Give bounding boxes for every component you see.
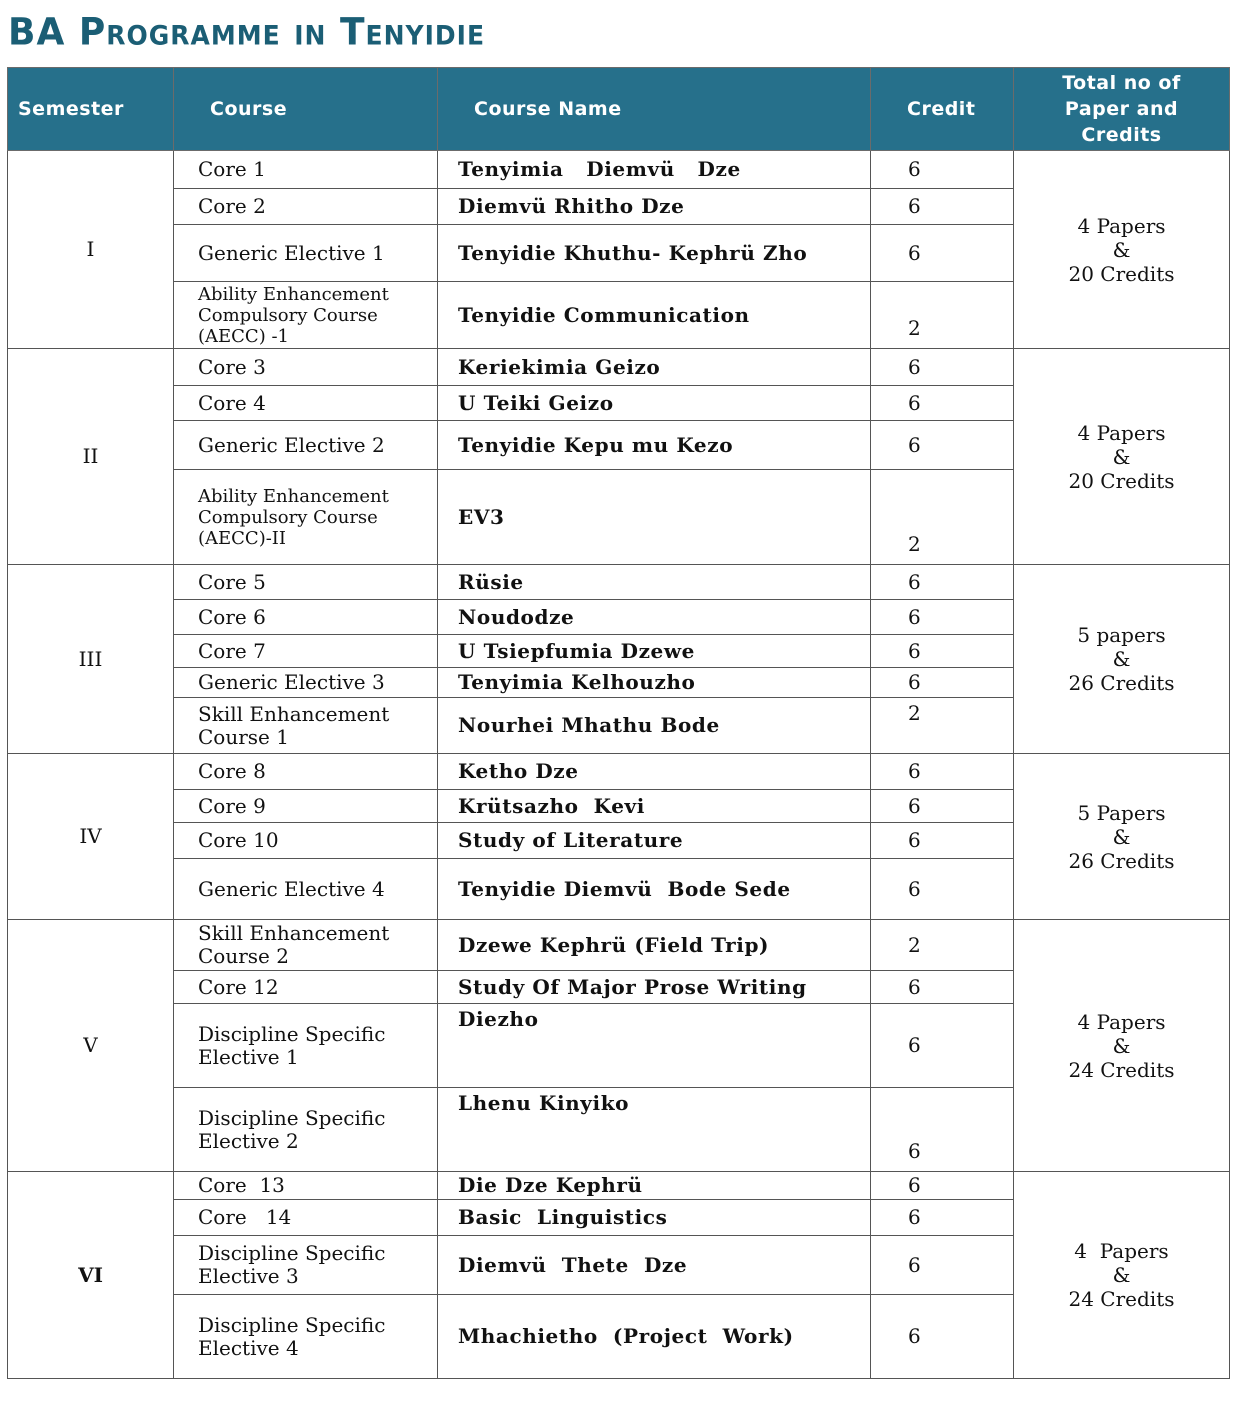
total-line: & xyxy=(1112,647,1131,671)
course-cell: Core 12 xyxy=(174,971,438,1004)
header-row xyxy=(8,68,1230,151)
credit-cell: 6 xyxy=(871,189,1014,225)
course-cell: Core 4 xyxy=(174,386,438,421)
header-total: Total no of Paper and Credits xyxy=(1014,68,1230,151)
course-cell: Core 3 xyxy=(174,349,438,386)
credit-cell: 6 xyxy=(871,790,1014,823)
credit-cell: 6 xyxy=(871,421,1014,470)
course-cell: Core 8 xyxy=(174,754,438,790)
course-name-cell: Tenyidie Communication xyxy=(438,282,871,349)
semester-cell: II xyxy=(8,349,174,565)
credit-cell: 6 xyxy=(871,386,1014,421)
course-name-cell: Tenyidie Khuthu- Kephrü Zho xyxy=(438,225,871,282)
course-cell: Generic Elective 2 xyxy=(174,421,438,470)
course-name-cell: U Teiki Geizo xyxy=(438,386,871,421)
credit-cell: 2 xyxy=(871,282,1014,349)
semester-cell: III xyxy=(8,565,174,754)
table-row xyxy=(8,151,1230,189)
header-course: Course xyxy=(174,68,438,151)
total-line: 4 Papers xyxy=(1077,213,1166,238)
credit-cell: 6 xyxy=(871,1172,1014,1200)
credit-cell: 6 xyxy=(871,635,1014,668)
total-cell xyxy=(1014,1172,1230,1379)
total-cell xyxy=(1014,754,1230,920)
course-name-cell: Dzewe Kephrü (Field Trip) xyxy=(438,920,871,971)
course-name-cell: Krütsazho Kevi xyxy=(438,790,871,823)
total-line: & xyxy=(1112,824,1131,849)
table-row xyxy=(8,1172,1230,1200)
table-row xyxy=(8,920,1230,971)
total-line: 24 Credits xyxy=(1068,1057,1175,1082)
programme-table xyxy=(7,67,1230,1379)
total-line: 20 Credits xyxy=(1068,468,1175,493)
course-cell: Skill Enhancement Course 1 xyxy=(174,698,438,754)
course-name-cell: Diemvü Rhitho Dze xyxy=(438,189,871,225)
total-line: 4 Papers xyxy=(1074,1239,1169,1263)
total-line: 4 Papers xyxy=(1077,1009,1166,1034)
course-name-cell: Diezho xyxy=(438,1004,871,1088)
course-cell: Ability Enhancement Compulsory Course (AECC)-II xyxy=(174,470,438,565)
table-row xyxy=(8,565,1230,600)
credit-cell: 6 xyxy=(871,1295,1014,1379)
course-cell: Core 1 xyxy=(174,151,438,189)
total-line: 5 Papers xyxy=(1077,800,1166,825)
course-name-cell: Keriekimia Geizo xyxy=(438,349,871,386)
course-name-cell: U Tsiepfumia Dzewe xyxy=(438,635,871,668)
total-line: 20 Credits xyxy=(1068,261,1175,286)
semester-cell: I xyxy=(8,151,174,349)
course-name-cell: Basic Linguistics xyxy=(438,1200,871,1236)
course-cell: Discipline Specific Elective 3 xyxy=(174,1236,438,1295)
course-name-cell: Study of Literature xyxy=(438,823,871,859)
header-credit: Credit xyxy=(871,68,1014,151)
credit-cell: 6 xyxy=(871,600,1014,635)
total-cell xyxy=(1014,349,1230,565)
course-cell: Core 13 xyxy=(174,1172,438,1200)
total-cell xyxy=(1014,151,1230,349)
course-name-cell: Die Dze Kephrü xyxy=(438,1172,871,1200)
course-cell: Core 2 xyxy=(174,189,438,225)
course-cell: Discipline Specific Elective 4 xyxy=(174,1295,438,1379)
semester-cell: V xyxy=(8,920,174,1172)
course-name-cell: Lhenu Kinyiko xyxy=(438,1088,871,1172)
credit-cell: 2 xyxy=(871,920,1014,971)
page-title: BA Programme in Tenyidie xyxy=(8,10,486,55)
total-line: & xyxy=(1112,1033,1131,1058)
header-course-name: Course Name xyxy=(438,68,871,151)
credit-cell: 6 xyxy=(871,349,1014,386)
course-name-cell: Diemvü Thete Dze xyxy=(438,1236,871,1295)
credit-cell: 6 xyxy=(871,565,1014,600)
course-name-cell: Mhachietho (Project Work) xyxy=(438,1295,871,1379)
semester-cell: IV xyxy=(8,754,174,920)
credit-cell: 6 xyxy=(871,151,1014,189)
course-cell: Core 5 xyxy=(174,565,438,600)
course-name-cell: Study Of Major Prose Writing xyxy=(438,971,871,1004)
course-cell: Generic Elective 3 xyxy=(174,668,438,698)
credit-cell: 6 xyxy=(871,1236,1014,1295)
semester-cell: VI xyxy=(8,1172,174,1379)
course-cell: Core 14 xyxy=(174,1200,438,1236)
course-cell: Ability Enhancement Compulsory Course (AECC) -1 xyxy=(174,282,438,349)
credit-cell: 2 xyxy=(871,470,1014,565)
course-name-cell: Rüsie xyxy=(438,565,871,600)
credit-cell: 6 xyxy=(871,225,1014,282)
course-cell: Discipline Specific Elective 1 xyxy=(174,1004,438,1088)
course-name-cell: Tenyidie Diemvü Bode Sede xyxy=(438,859,871,920)
course-name-cell: EV3 xyxy=(438,470,871,565)
total-line: & xyxy=(1112,1263,1131,1287)
credit-cell: 6 xyxy=(871,668,1014,698)
course-name-cell: Ketho Dze xyxy=(438,754,871,790)
total-cell xyxy=(1014,565,1230,754)
header-semester: Semester xyxy=(8,68,174,151)
total-line: 5 papers xyxy=(1077,623,1166,647)
total-line: & xyxy=(1112,237,1131,262)
credit-cell: 6 xyxy=(871,1200,1014,1236)
course-name-cell: Tenyimia Kelhouzho xyxy=(438,668,871,698)
credit-cell: 2 xyxy=(871,698,1014,754)
course-cell: Core 7 xyxy=(174,635,438,668)
total-line: 24 Credits xyxy=(1068,1287,1175,1311)
credit-cell: 6 xyxy=(871,1088,1014,1172)
course-cell: Skill Enhancement Course 2 xyxy=(174,920,438,971)
credit-cell: 6 xyxy=(871,859,1014,920)
course-name-cell: Tenyimia Diemvü Dze xyxy=(438,151,871,189)
credit-cell: 6 xyxy=(871,971,1014,1004)
table-row xyxy=(8,349,1230,386)
credit-cell: 6 xyxy=(871,1004,1014,1088)
credit-cell: 6 xyxy=(871,754,1014,790)
table-row xyxy=(8,754,1230,790)
total-line: & xyxy=(1112,444,1131,469)
course-cell: Core 6 xyxy=(174,600,438,635)
course-cell: Generic Elective 4 xyxy=(174,859,438,920)
total-line: 4 Papers xyxy=(1077,420,1166,445)
total-line: 26 Credits xyxy=(1068,848,1175,873)
course-cell: Generic Elective 1 xyxy=(174,225,438,282)
course-cell: Discipline Specific Elective 2 xyxy=(174,1088,438,1172)
course-cell: Core 9 xyxy=(174,790,438,823)
total-cell xyxy=(1014,920,1230,1172)
course-name-cell: Nourhei Mhathu Bode xyxy=(438,698,871,754)
course-name-cell: Noudodze xyxy=(438,600,871,635)
table-body xyxy=(8,151,1230,1379)
credit-cell: 6 xyxy=(871,823,1014,859)
course-cell: Core 10 xyxy=(174,823,438,859)
course-name-cell: Tenyidie Kepu mu Kezo xyxy=(438,421,871,470)
total-line: 26 Credits xyxy=(1068,671,1175,695)
